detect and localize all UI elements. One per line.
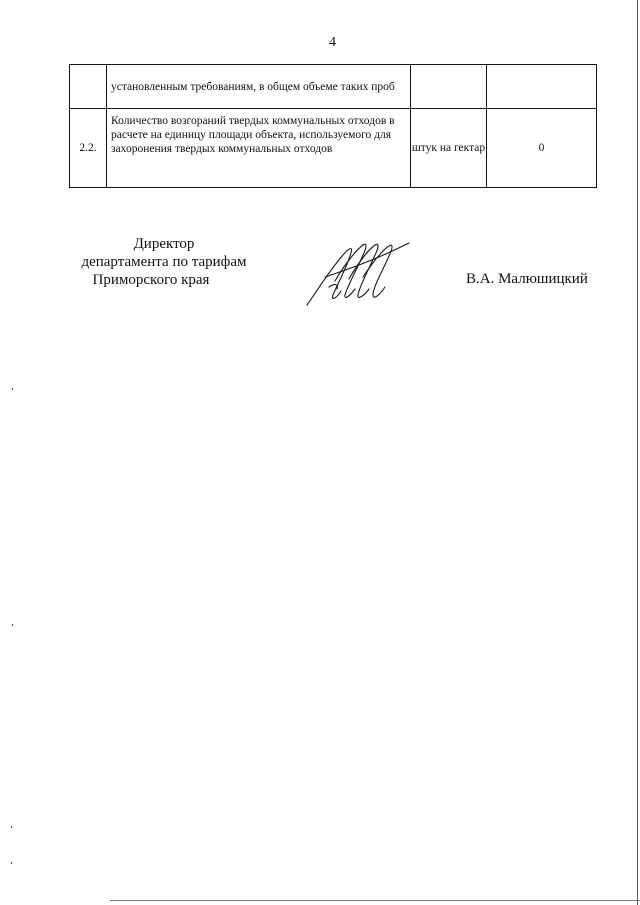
department-name: департамента по тарифам [81, 254, 247, 270]
signatory-name: В.А. Малюшицкий [466, 271, 588, 287]
scan-speck [11, 862, 12, 864]
page-edge-right [637, 0, 638, 905]
position-title: Директор [133, 236, 195, 252]
page-number: 4 [329, 35, 336, 50]
scan-speck [12, 624, 13, 626]
row-number-cell: 2.2. [70, 109, 107, 188]
region-name: Приморского края [92, 272, 210, 288]
unit-cell: штук на гектар [411, 109, 487, 188]
scan-speck [11, 826, 12, 828]
tariff-indicators-table [69, 64, 597, 188]
scan-speck [12, 388, 13, 390]
value-cell: 0 [487, 109, 597, 188]
indicator-name-cell: установленным требованиям, в общем объеме таких проб [107, 65, 411, 109]
table-row [70, 65, 597, 109]
indicator-name-cell: Количество возгораний твердых коммунальных отходов в расчете на единицу площади объекта, используемого для захоронения твердых коммунальных отходов [107, 109, 411, 188]
table-row [70, 109, 597, 188]
signatory-position [74, 235, 254, 289]
row-number-cell [70, 65, 107, 109]
unit-cell [411, 65, 487, 109]
page-edge-bottom [110, 900, 640, 901]
handwritten-signature [303, 237, 413, 309]
value-cell [487, 65, 597, 109]
